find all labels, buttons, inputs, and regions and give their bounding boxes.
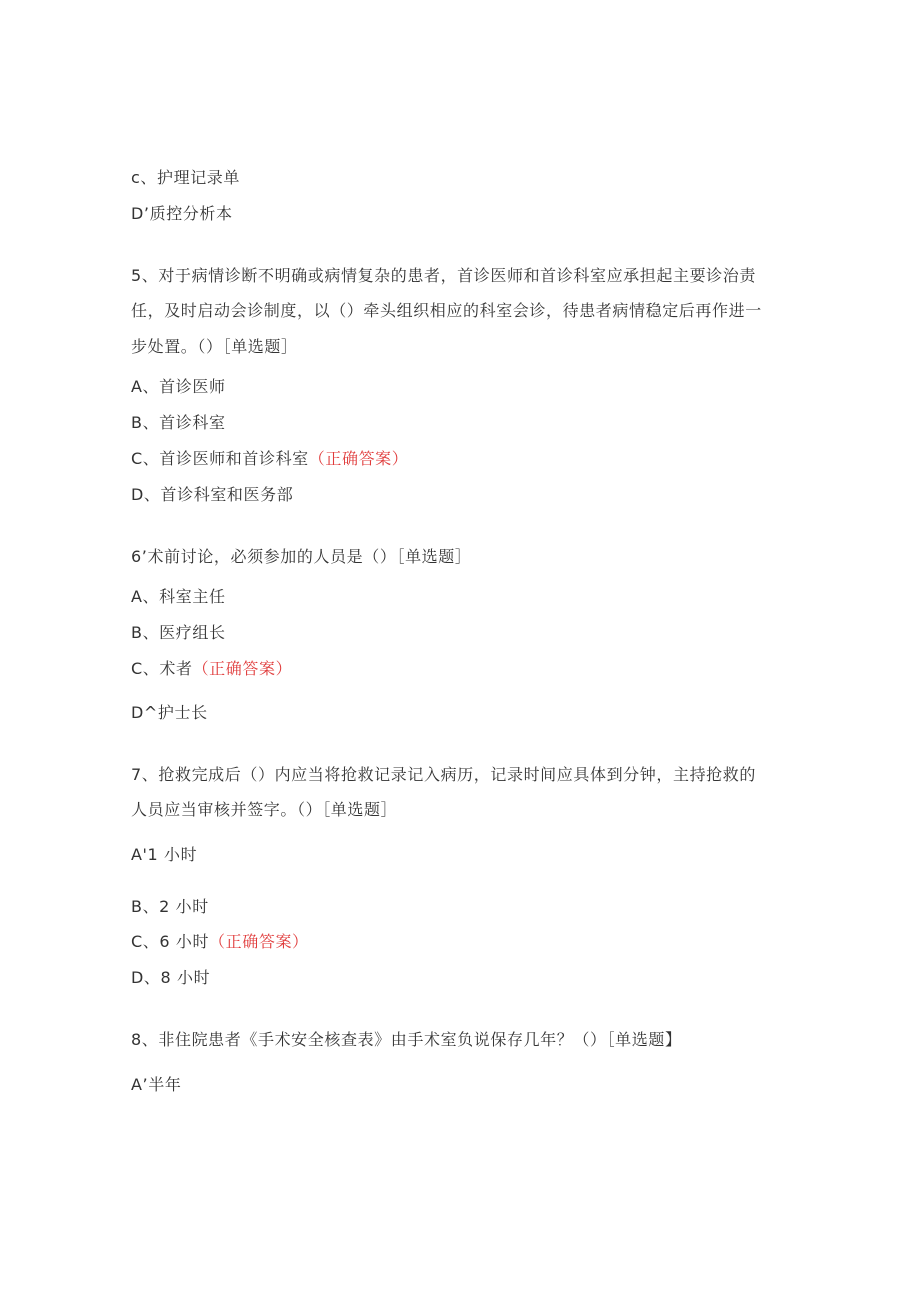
q7-option-c <box>131 932 309 952</box>
q5-option-b: B、首诊科室 <box>131 413 226 432</box>
correct-answer-mark: （正确答案） <box>192 659 293 678</box>
question-7-line-2: 人员应当审核并签字。（）［单选题］ <box>131 800 398 819</box>
q7-option-a: A'1 小时 <box>131 845 198 864</box>
q7-option-d: D、8 小时 <box>131 968 211 987</box>
correct-answer-mark: （正确答案） <box>209 932 309 951</box>
question-5-line-1: 5、对于病情诊断不明确或病情复杂的患者，首诊医师和首诊科室应承担起主要诊治责 <box>131 266 756 285</box>
q5-option-c-text: C、首诊医师和首诊科室 <box>131 449 309 468</box>
option-c-prev: c、护理记录单 <box>131 168 240 187</box>
q8-option-a: A’半年 <box>131 1075 182 1094</box>
q7-option-c-text: C、6 小时 <box>131 932 210 951</box>
q6-option-d: D^护士长 <box>131 703 208 722</box>
question-7-line-1: 7、抢救完成后（）内应当将抢救记录记入病历，记录时间应具体到分钟，主持抢救的 <box>131 765 756 784</box>
question-6: 6’术前讨论，必须参加的人员是（）［单选题］ <box>131 547 472 566</box>
q6-option-b: B、医疗组长 <box>131 623 226 642</box>
q5-option-d: D、首诊科室和医务部 <box>131 485 294 504</box>
q6-option-c <box>131 659 292 679</box>
q5-option-c <box>131 449 408 469</box>
q6-option-a: A、科室主任 <box>131 587 226 606</box>
question-5-line-2: 任，及时启动会诊制度，以（）牵头组织相应的科室会诊，待患者病情稳定后再作进一 <box>131 301 762 320</box>
option-d-prev: D’质控分析本 <box>131 204 233 223</box>
q6-option-c-text: C、术者 <box>131 659 193 678</box>
question-8: 8、非住院患者《手术安全核查表》由手术室负说保存几年？（）［单选题】 <box>131 1030 682 1049</box>
correct-answer-mark: （正确答案） <box>308 449 409 468</box>
q5-option-a: A、首诊医师 <box>131 377 226 396</box>
q7-option-b: B、2 小时 <box>131 897 209 916</box>
question-5-line-3: 步处置。（）［单选题］ <box>131 337 298 356</box>
